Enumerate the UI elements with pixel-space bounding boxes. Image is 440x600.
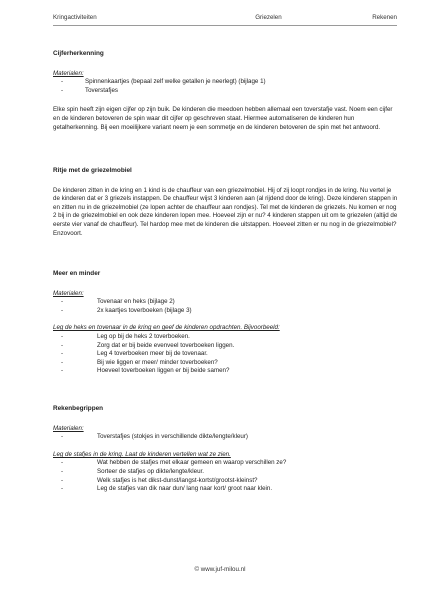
list-item: [53, 459, 398, 468]
bullet-dash: -: [61, 485, 64, 493]
bullet-dash: -: [61, 86, 64, 94]
material-item: Tovenaar en heks (bijlage 2): [97, 298, 175, 306]
page-header: [53, 14, 397, 24]
list-item: [53, 342, 398, 351]
list-item: [53, 307, 398, 316]
list-item: [53, 298, 398, 307]
task-item: Leg op bij de heks 2 toverboeken.: [97, 333, 190, 341]
section-griezelmobiel: [53, 167, 398, 238]
instruction-text: Leg de stafjes in de kring. Laat de kinderen vertellen wat ze zien.: [53, 450, 231, 458]
section-title: Meer en minder: [53, 270, 101, 277]
bullet-dash: -: [61, 433, 64, 441]
section-paragraph: De kinderen zitten in de kring en 1 kind is de chauffeur van een griezelmobiel. Hij of zij loopt rondjes in de kring. Nu vertel je de kinderen dat er 3 griezels instappen. De chauffeur wijst 3 kinderen aan (al rijdend door de kring). Deze kinderen stappen in en zitten nu in de griezelmobiel (ze lopen achter de chauffeur aan rondjes). Tel met de kinderen de griezels. Nu komen er nog 2 bij in de griezelmobiel en ook deze kinderen lopen mee. Hoeveel zijn er nu? 4 kinderen stappen uit om te griezelen (altijd de eerste vier vanaf de chauffeur). Tel hardop mee met de kinderen die uitstappen. Hoeveel zitten er nu nog in de griezelmobiel? Enzovoort.: [53, 186, 398, 237]
materials-label: Materialen:: [53, 69, 84, 77]
bullet-dash: -: [61, 459, 64, 467]
task-item: Welk stafjes is het dikst-dunst/langst-kortst/grootst-kleinst?: [97, 476, 258, 484]
bullet-dash: -: [61, 306, 64, 314]
list-item: [53, 477, 398, 486]
bullet-dash: -: [61, 358, 64, 366]
header-right: Rekenen: [372, 14, 397, 21]
list-item: [53, 433, 398, 442]
list-item: [53, 468, 398, 477]
section-cijferherkenning: [53, 50, 398, 132]
task-item: Leg 4 toverboeken meer bij de tovenaar.: [97, 350, 208, 358]
bullet-dash: -: [61, 333, 64, 341]
bullet-dash: -: [61, 298, 64, 306]
materials-label: Materialen:: [53, 424, 84, 432]
list-item: [53, 333, 398, 342]
list-item: [53, 78, 398, 87]
list-item: [53, 367, 398, 376]
bullet-dash: -: [61, 350, 64, 358]
task-item: Wat hebben de stafjes met elkaar gemeen en waarop verschillen ze?: [97, 459, 287, 467]
list-item: [53, 350, 398, 359]
list-item: [53, 485, 398, 494]
section-rekenbegrippen: [53, 405, 398, 494]
material-item: Toverstafjes (stokjes in verschillende dikte/lengte/kleur): [97, 433, 248, 441]
material-item: 2x kaartjes toverboeken (bijlage 3): [97, 306, 192, 314]
list-item: [53, 87, 398, 96]
page-footer: © www.juf-milou.nl: [194, 566, 246, 573]
section-meer-en-minder: [53, 270, 398, 376]
header-center: Griezelen: [255, 14, 282, 21]
section-title: Ritje met de griezelmobiel: [53, 167, 132, 174]
task-item: Sorteer de stafjes op dikte/lengte/kleur.: [97, 468, 204, 476]
section-title: Cijferherkenning: [53, 50, 104, 57]
header-left: Kringactiviteiten: [53, 14, 97, 21]
task-item: Zorg dat er bij beide evenveel toverboeken liggen.: [97, 341, 235, 349]
instruction-text: Leg de heks en tovenaar in de kring en geef de kinderen opdrachten. Bijvoorbeeld:: [53, 324, 280, 332]
materials-label: Materialen:: [53, 289, 84, 297]
bullet-dash: -: [61, 78, 64, 86]
bullet-dash: -: [61, 341, 64, 349]
material-item: Toverstafjes: [85, 86, 119, 94]
section-paragraph: Elke spin heeft zijn eigen cijfer op zijn buik. De kinderen die meedoen hebben allemaal een toverstafje vast. Noem een cijfer en de kinderen betoveren de spin waar dit cijfer op geschreven staat. Hiermee automatiseren de kinderen hun getalherkenning. Bij een moeilijkere variant neem je een sommetje en de kinderen betoveren de spin met het antwoord.: [53, 106, 393, 131]
section-title: Rekenbegrippen: [53, 405, 104, 412]
task-item: Hoeveel toverboeken liggen er bij beide samen?: [97, 367, 230, 375]
bullet-dash: -: [61, 367, 64, 375]
bullet-dash: -: [61, 476, 64, 484]
bullet-dash: -: [61, 468, 64, 476]
header-divider: [53, 25, 397, 26]
task-item: Bij wie liggen er meer/ minder toverboeken?: [97, 358, 218, 366]
material-item: Spinnenkaartjes (bepaal zelf welke getallen je neerlegt) (bijlage 1): [85, 78, 266, 86]
list-item: [53, 359, 398, 368]
task-item: Leg de stafjes van dik naar dun/ lang naar kort/ groot naar klein.: [97, 485, 273, 493]
